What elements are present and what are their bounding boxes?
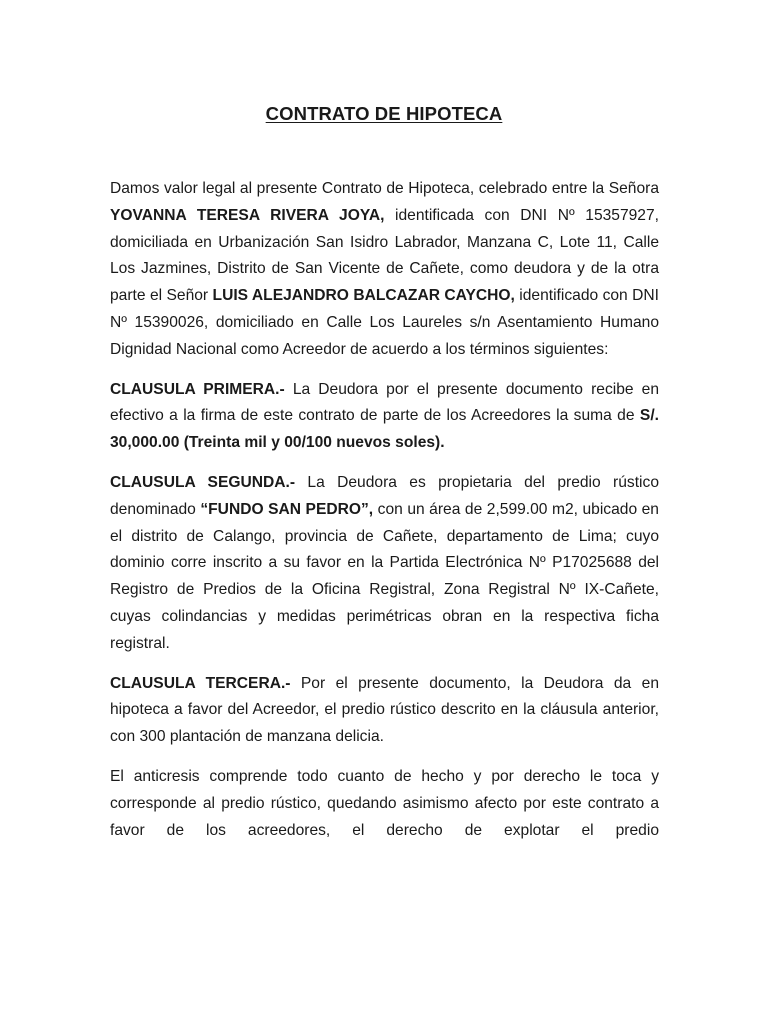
creditor-name: LUIS ALEJANDRO BALCAZAR CAYCHO,	[212, 287, 515, 305]
intro-text-2: identificada con DNI Nº 15357927, domiciliada en Urbanización San Isidro Labrador, Manzana C, Lote 11, Calle Los Jazmines, Distrito de San Vicente de Cañete, como deudora y de la otra parte el Señor	[110, 206, 659, 305]
clausula-segunda-text-1: La Deudora es propietaria del predio rústico denominado	[110, 473, 659, 518]
clausula-tercera	[110, 671, 659, 751]
document-body	[110, 176, 659, 844]
intro-text-3: identificado con DNI Nº 15390026, domiciliado en Calle Los Laureles s/n Asentamiento Humano Dignidad Nacional como Acreedor de acuerdo a los términos siguientes:	[110, 287, 659, 358]
clausula-tercera-text: Por el presente documento, la Deudora da en hipoteca a favor del Acreedor, el predio rústico descrito en la cláusula anterior, con 300 plantación de manzana delicia.	[110, 674, 659, 746]
property-name: “FUNDO SAN PEDRO”,	[200, 500, 374, 518]
clausula-segunda-text-2: con un área de 2,599.00 m2, ubicado en el distrito de Calango, provincia de Cañete, departamento de Lima; cuyo dominio corre inscrito a su favor en la Partida Electrónica Nº P17025688 del Registro de Predios de la Oficina Registral, Zona Registral Nº IX-Cañete, cuyas colindancias y medidas perimétricas obran en la respectiva ficha registral.	[110, 500, 659, 652]
clausula-primera-text: La Deudora por el presente documento recibe en efectivo a la firma de este contrato de parte de los Acreedores la suma de	[110, 380, 659, 425]
loan-amount: S/. 30,000.00 (Treinta mil y 00/100 nuevos soles).	[110, 407, 659, 452]
anticresis-paragraph: El anticresis comprende todo cuanto de hecho y por derecho le toca y corresponde al predio rústico, quedando asimismo afecto por este contrato a favor de los acreedores, el derecho de explotar el predio	[110, 767, 659, 839]
intro-paragraph	[110, 176, 659, 364]
clausula-tercera-heading: CLAUSULA TERCERA.-	[110, 674, 291, 692]
document-title: CONTRATO DE HIPOTECA	[265, 103, 503, 124]
clausula-primera-heading: CLAUSULA PRIMERA.-	[110, 380, 285, 398]
clausula-primera	[110, 377, 659, 457]
intro-text-1: Damos valor legal al presente Contrato de Hipoteca, celebrado entre la Señora	[110, 180, 659, 197]
clausula-segunda	[110, 470, 659, 658]
debtor-name: YOVANNA TERESA RIVERA JOYA,	[110, 206, 385, 224]
clausula-segunda-heading: CLAUSULA SEGUNDA.-	[110, 473, 296, 491]
